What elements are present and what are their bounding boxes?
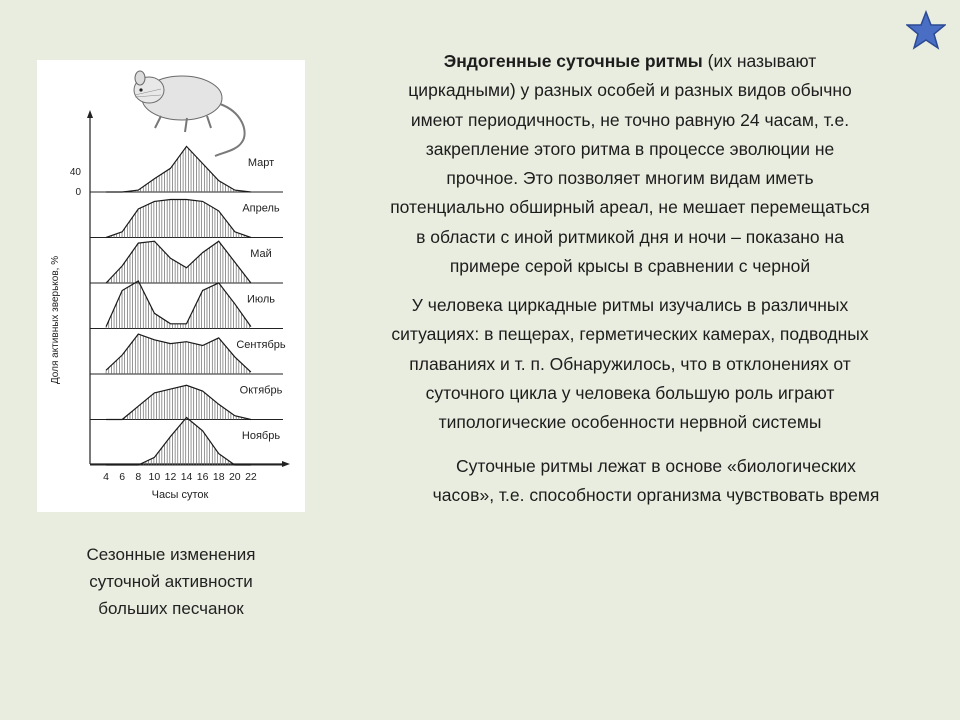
series-line (106, 281, 251, 327)
series-line (106, 146, 251, 192)
month-label: Октябрь (239, 384, 283, 397)
month-label: Апрель (242, 202, 280, 215)
paragraph-human (322, 291, 938, 437)
paragraph-endogenous (322, 47, 938, 281)
x-tick-label: 16 (196, 471, 209, 483)
month-label: Май (250, 248, 272, 260)
x-tick-label: 14 (180, 471, 193, 483)
star-icon[interactable] (906, 10, 946, 50)
panel-7 (90, 418, 283, 466)
x-tick-label: 8 (135, 471, 142, 483)
y-axis-label: Доля активных зверьков, % (50, 255, 61, 385)
p1-line-8: примере серой крысы в сравнении с черной (449, 256, 811, 277)
p2-line-4: суточного цикла у человека большую роль играют (425, 382, 835, 403)
x-tick-label: 10 (148, 471, 161, 483)
caption-line-2: суточной активности (89, 572, 253, 591)
p1-line-1-rest: (их называют (702, 51, 817, 71)
p1-bold-term: Эндогенные суточные ритмы (443, 51, 703, 71)
p1-line-3: имеют периодичность, не точно равную 24 часам, т.е. (410, 109, 850, 130)
x-axis-label: Часы суток (151, 489, 209, 501)
p1-line-7: в области с иной ритмикой дня и ночи – показано на (416, 226, 844, 247)
p2-line-5: типологические особенности нервной системы (438, 412, 822, 433)
figure-panel (37, 60, 305, 512)
star-shape (907, 12, 945, 48)
x-tick-labels (103, 471, 257, 483)
y-tick-40: 40 (69, 167, 81, 178)
activity-chart (37, 60, 305, 512)
x-tick-label: 18 (212, 471, 225, 483)
p3-line-2: часов», т.е. способности организма чувствовать время (432, 485, 880, 506)
series-line (106, 334, 251, 372)
x-tick-label: 6 (119, 471, 126, 483)
month-label: Ноябрь (241, 430, 281, 442)
y-axis-arrow (87, 110, 93, 118)
x-axis-arrow (282, 461, 290, 467)
rat-icon (134, 71, 245, 156)
panel-3 (90, 241, 283, 283)
p3-line-1: Суточные ритмы лежат в основе «биологических (456, 456, 856, 476)
month-label: Июль (246, 293, 276, 306)
series-line (106, 241, 251, 283)
series-line (106, 418, 251, 466)
p2-line-3: плаваниях и т. п. Обнаружилось, что в отклонениях от (409, 353, 851, 374)
y-tick-0: 0 (75, 187, 81, 198)
x-tick-label: 22 (245, 471, 257, 483)
x-tick-label: 4 (103, 471, 110, 483)
panel-4 (90, 281, 283, 329)
p1-line-6: потенциально обширный ареал, не мешает перемещаться (390, 197, 870, 218)
caption-line-3: больших песчанок (98, 599, 244, 618)
panel-5 (90, 334, 286, 374)
p1-line-5: прочное. Это позволяет многим видам иметь (446, 168, 814, 189)
caption-line-1: Сезонные изменения (86, 545, 256, 564)
month-label: Март (247, 157, 275, 169)
panel-1 (90, 146, 283, 192)
p1-line-1 (322, 47, 938, 76)
panel-6 (90, 385, 283, 420)
p1-line-2: циркадными) у разных особей и разных видов обычно (408, 80, 852, 101)
figure-caption (37, 541, 305, 622)
p1-line-4: закрепление этого ритма в процессе эволюции не (425, 138, 835, 159)
paragraph-clock (362, 452, 950, 511)
p2-line-2: ситуациях: в пещерах, герметических камерах, подводных (391, 324, 869, 345)
p2-line-1: У человека циркадные ритмы изучались в различных (411, 295, 849, 315)
x-tick-label: 12 (164, 471, 177, 483)
panel-2 (90, 200, 283, 238)
x-tick-label: 20 (228, 471, 241, 483)
series-line (106, 385, 251, 419)
month-label: Сентябрь (236, 339, 286, 351)
series-line (106, 200, 251, 238)
chart-panels (90, 146, 286, 465)
